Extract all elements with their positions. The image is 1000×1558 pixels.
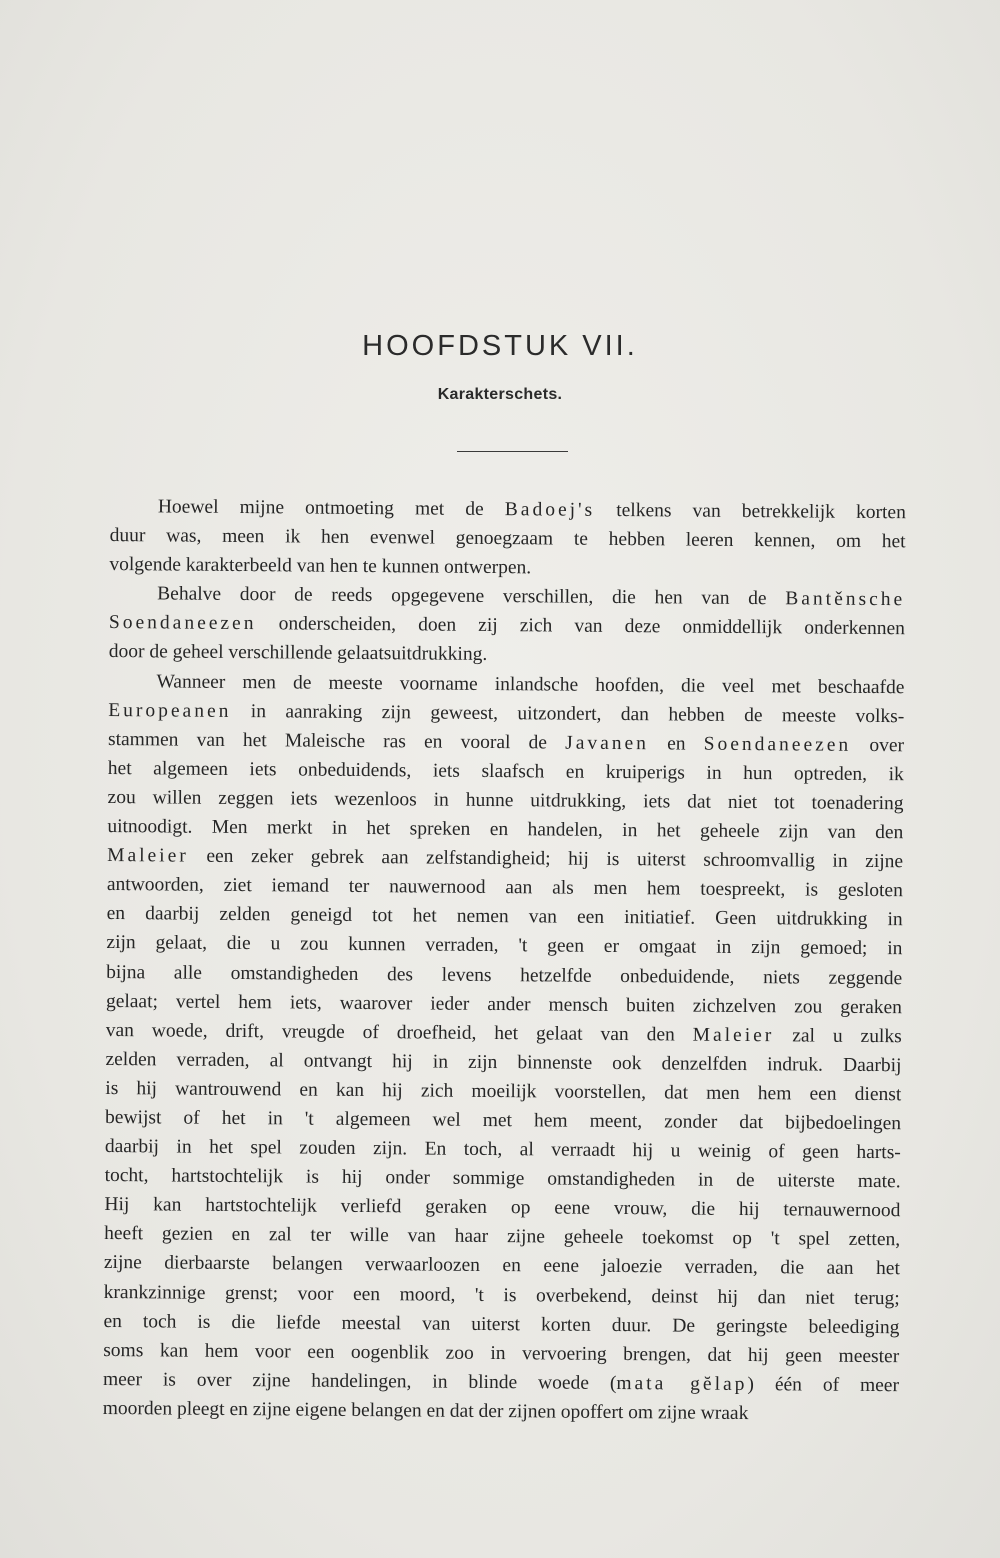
text-run: krankzinnige grenst; voor een moord, 't is overbekend, deinst hij dan niet terug;: [103, 1281, 900, 1309]
text-run: van woede, drift, vreugde of droefheid, het gelaat van den: [105, 1019, 693, 1046]
text-run: zelden verraden, al ontvangt hij in zijn binnenste ook denzelfden indruk. Daarbij: [105, 1048, 902, 1077]
paragraph: [103, 667, 905, 1430]
text-run: een zeker gebrek aan zelfstandigheid; hij is uiterst schroomvallig in zijne: [188, 845, 904, 873]
text-run: zou willen zeggen iets wezenloos in hunne uitdrukking, iets dat niet tot toenadering: [107, 786, 904, 815]
text-run: heeft gezien en zal ter wille van haar zijne geheele toekomst op 't spel zetten,: [104, 1223, 901, 1251]
text-run: daarbij in het spel zouden zijn. En toch, al verraadt hij u weinig of geen harts-: [104, 1136, 901, 1164]
text-run: uitnoodigt. Men merkt in het spreken en handelen, in het geheele zijn van den: [107, 816, 904, 844]
text-run: is hij wantrouwend en kan hij zich moeilijk voorstellen, dat men hem een dienst: [105, 1077, 902, 1106]
text-run: zal u zulks: [774, 1024, 902, 1047]
text-run: Hoewel mijne ontmoeting met de: [157, 496, 505, 521]
text-run: telkens van betrekkelijk korten: [595, 499, 906, 524]
text-run: en daarbij zelden geneigd tot het nemen van een initiatief. Geen uitdrukking in: [106, 903, 903, 931]
spaced-emphasis: Europeanen: [108, 699, 232, 722]
text-run: in aanraking zijn geweest, uitzondert, dan hebben de meeste volks-: [231, 700, 905, 727]
spaced-emphasis: Bantěnsche: [785, 588, 906, 611]
spaced-emphasis: Badoej's: [504, 499, 596, 521]
spaced-emphasis: Javanen: [565, 732, 650, 754]
text-run: meer is over zijne handelingen, in blinde woede (: [102, 1368, 617, 1394]
text-run: bewijst of het in 't algemeen wel met hem meent, zonder dat bijbedoelingen: [105, 1106, 902, 1135]
spaced-emphasis: Maleier: [107, 845, 189, 867]
text-run: moorden pleegt en zijne eigene belangen en dat der zijnen opoffert om zijne wraak: [102, 1397, 749, 1424]
text-run: Behalve door de reeds opgegevene verschillen, die hen van de: [157, 583, 786, 610]
section-divider: [457, 451, 568, 452]
text-run: tocht, hartstochtelijk is hij onder sommige omstandigheden in de uiterste mate.: [104, 1165, 901, 1193]
text-run: ) één of meer: [747, 1373, 900, 1397]
text-run: bijna alle omstandigheden des levens hetzelfde onbeduidende, niets zeggende: [106, 961, 903, 989]
spaced-emphasis: Maleier: [692, 1024, 775, 1046]
text-run: door de geheel verschillende gelaatsuitdrukking.: [108, 641, 488, 666]
text-run: Wanneer men de meeste voorname inlandsche hoofden, die veel met beschaafde: [156, 670, 905, 698]
text-run: en toch is die liefde meestal van uiterst korten duur. De geringste beleediging: [103, 1310, 900, 1338]
spaced-emphasis: Soendaneezen: [108, 612, 257, 635]
text-run: gelaat; vertel hem iets, waarover ieder ander mensch buiten zichzelven zou geraken: [105, 990, 903, 1018]
text-run: onderscheiden, doen zij zich van deze onmiddellijk onderkennen: [256, 613, 906, 640]
text-run: zijne dierbaarste belangen verwaarloozen en eene jaloezie verraden, die aan het: [103, 1252, 901, 1280]
chapter-subtitle: Karakterschets.: [437, 386, 563, 403]
text-run: antwoorden, ziet iemand ter nauwernood aan als men hem toespreekt, is gesloten: [106, 874, 903, 902]
body-text: [103, 492, 906, 1429]
text-run: het algemeen iets onbeduidends, iets slaafsch en kruiperigs in hun optreden, ik: [107, 757, 904, 786]
text-run: Hij kan hartstochtelijk verliefd geraken op eene vrouw, die hij ternauwernood: [104, 1194, 901, 1222]
spaced-emphasis: Soendaneezen: [703, 733, 852, 756]
paragraph: [109, 579, 906, 673]
text-run: zijn gelaat, die u zou kunnen verraden, 't geen er omgaat in zijn gemoed; in: [106, 932, 903, 960]
text-run: volgende karakterbeeld van hen te kunnen ontwerpen.: [109, 554, 532, 579]
text-run: soms kan hem voor een oogenblik zoo in vervoering brengen, dat hij geen meester: [103, 1339, 900, 1367]
text-run: en: [648, 732, 704, 755]
text-run: duur was, meen ik hen evenwel genoegzaam te hebben leeren kennen, om het: [109, 525, 906, 553]
spaced-emphasis: mata gĕlap: [616, 1372, 748, 1395]
text-run: over: [851, 734, 905, 756]
chapter-title: HOOFDSTUK VII.: [362, 330, 638, 362]
paragraph: [109, 492, 906, 586]
text-run: stammen van het Maleische ras en vooral de: [107, 728, 566, 754]
